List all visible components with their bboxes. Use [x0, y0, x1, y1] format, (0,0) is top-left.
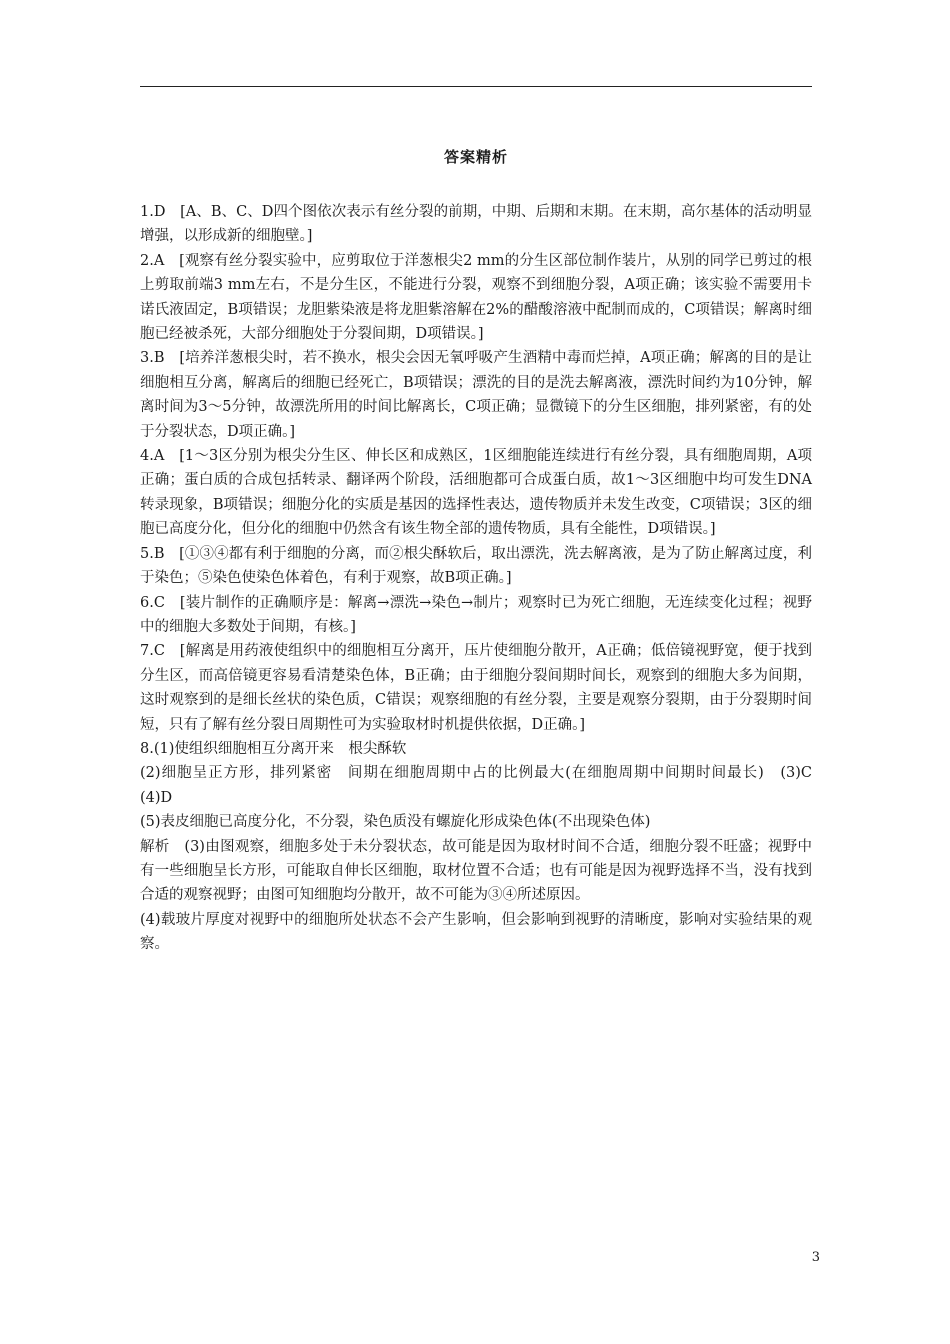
answer-6: 6.C [装片制作的正确顺序是：解离→漂洗→染色→制片；观察时已为死亡细胞，无连续变化过程；视野中的细胞大多数处于间期，有核。]	[140, 594, 812, 635]
answer-1: 1.D [A、B、C、D四个图依次表示有丝分裂的前期，中期、后期和末期。在末期，高尔基体的活动明显增强，以形成新的细胞壁。]	[140, 204, 812, 245]
answer-2: 2.A [观察有丝分裂实验中，应剪取位于洋葱根尖2 mm的分生区部位制作装片，从别的同学已剪过的根上剪取前端3 mm左右，不是分生区，不能进行分裂，观察不到细胞分裂，A项正确；该实验不需要用卡诺氏液固定，B项错误；龙胆紫染液是将龙胆紫溶解在2%的醋酸溶液中配制而成的，C项错误；解离时细胞已经被杀死，大部分细胞处于分裂间期，D项错误。]	[140, 252, 812, 343]
header-rule	[140, 86, 812, 87]
answer-8-analysis: 解析 (3)由图观察，细胞多处于未分裂状态，故可能是因为取材时间不合适，细胞分裂不旺盛；视野中有一些细胞呈长方形，可能取自伸长区细胞，取材位置不合适；也有可能是因为视野选择不当，没有找到合适的观察视野；由图可知细胞均分散开，故不可能为③④所述原因。	[140, 838, 812, 904]
answer-8-analysis-4: (4)载玻片厚度对视野中的细胞所处状态不会产生影响，但会影响到视野的清晰度，影响对实验结果的观察。	[140, 911, 812, 953]
page-title: 答案精析	[443, 148, 508, 166]
answer-8-part-1: 8.(1)使组织细胞相互分离开来 根尖酥软	[140, 740, 407, 757]
answer-7: 7.C [解离是用药液使组织中的细胞相互分离开，压片使细胞分散开，A正确；低倍镜视野宽，便于找到分生区，而高倍镜更容易看清楚染色体，B正确；由于细胞分裂间期时间长，观察到的细胞大多为间期，这时观察到的是细长丝状的染色质，C错误；观察细胞的有丝分裂，主要是观察分裂期，由于分裂期时间短，只有了解有丝分裂日周期性可为实验取材时机提供依据，D正确。]	[140, 643, 812, 733]
answer-5: 5.B [①③④都有利于细胞的分离，而②根尖酥软后，取出漂洗，洗去解离液，是为了防止解离过度，利于染色；⑤染色使染色体着色，有利于观察，故B项正确。]	[140, 545, 812, 587]
answer-3: 3.B [培养洋葱根尖时，若不换水，根尖会因无氧呼吸产生酒精中毒而烂掉，A项正确；解离的目的是让细胞相互分离，解离后的细胞已经死亡，B项错误；漂洗的目的是洗去解离液，漂洗时间约为10分钟，解离时间为3～5分钟，故漂洗所用的时间比解离长，C项正确；显微镜下的分生区细胞，排列紧密，有的处于分裂状态，D项正确。]	[140, 350, 812, 440]
answer-body	[140, 200, 827, 957]
answer-8-part-2: (2)细胞呈正方形，排列紧密 间期在细胞周期中占的比例最大(在细胞周期中间期时间最长) (3)C (4)D	[140, 765, 827, 806]
page-number: 3	[811, 1250, 820, 1265]
answer-4: 4.A [1～3区分别为根尖分生区、伸长区和成熟区，1区细胞能连续进行有丝分裂，具有细胞周期，A项正确；蛋白质的合成包括转录、翻译两个阶段，活细胞都可合成蛋白质，故1～3区细胞中均可发生DNA转录现象，B项错误；细胞分化的实质是基因的选择性表达，遗传物质并未发生改变，C项错误；3区的细胞已高度分化，但分化的细胞中仍然含有该生物全部的遗传物质，具有全能性，D项错误。]	[140, 448, 812, 538]
answer-8-part-5: (5)表皮细胞已高度分化，不分裂，染色质没有螺旋化形成染色体(不出现染色体)	[140, 814, 651, 831]
